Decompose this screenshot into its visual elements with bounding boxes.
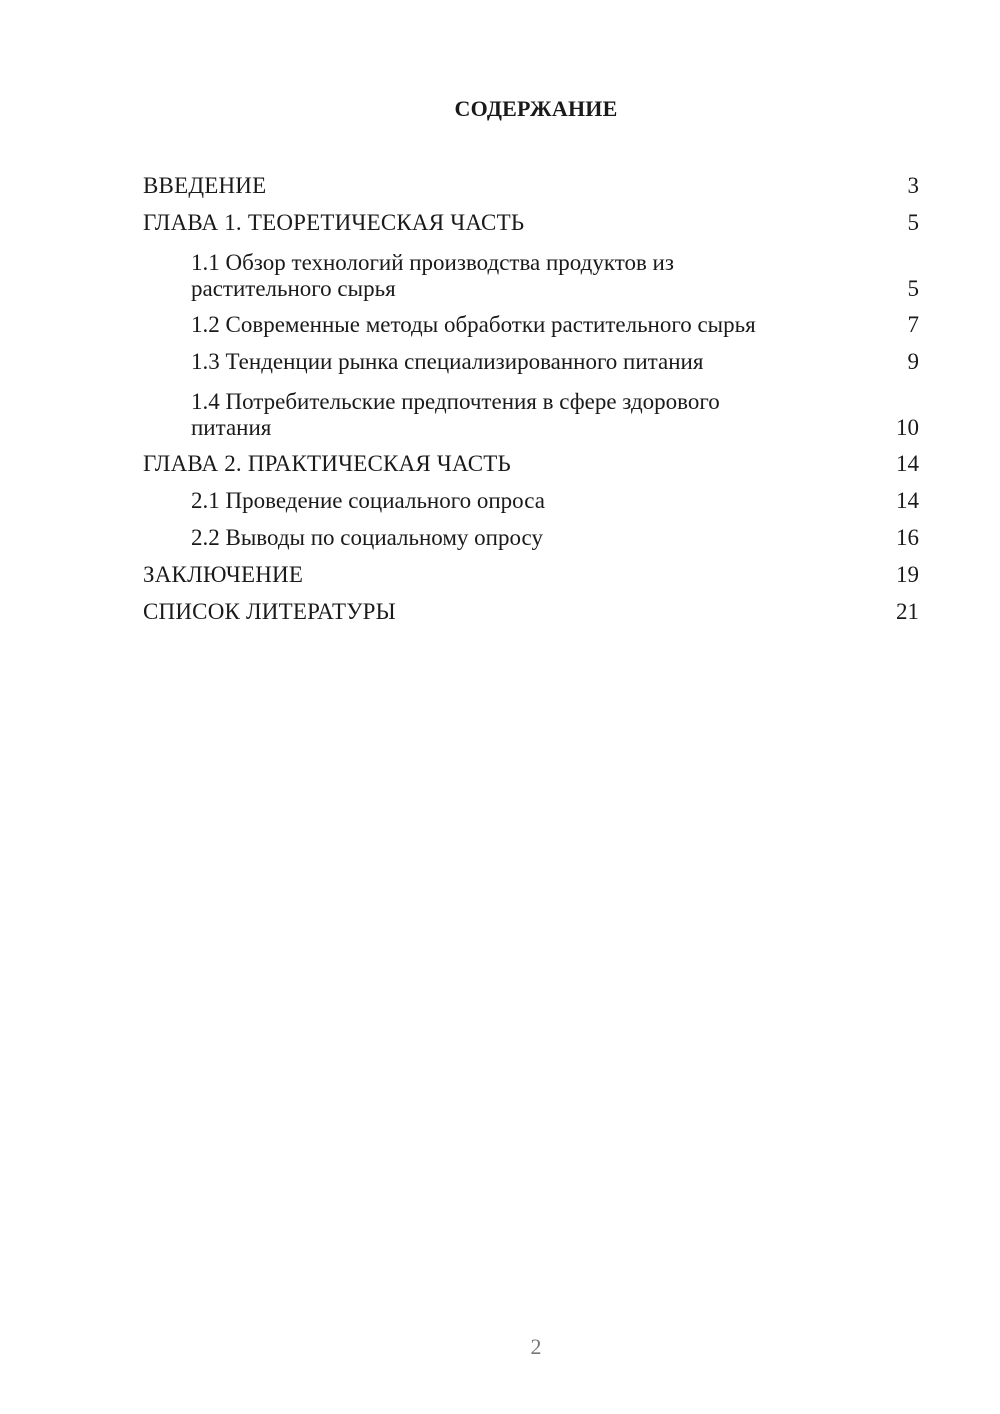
toc-entry-section-1-4[interactable] xyxy=(143,381,919,446)
toc-entry-introduction[interactable] xyxy=(143,168,919,205)
toc-entry-label: 2.1 Проведение социального опроса xyxy=(191,488,545,513)
toc-entry-page: 3 xyxy=(907,173,919,198)
toc-entry-label xyxy=(191,389,889,441)
toc-entry-label: СПИСОК ЛИТЕРАТУРЫ xyxy=(143,599,396,624)
toc-entry-page: 21 xyxy=(896,599,919,624)
toc-entry-section-1-1[interactable] xyxy=(143,242,919,307)
toc-entry-label: 1.2 Современные методы обработки растительного сырья xyxy=(191,312,756,337)
toc-entry-label-line-2: питания xyxy=(191,415,272,440)
toc-entry-page: 14 xyxy=(896,488,919,513)
toc-entry-page: 14 xyxy=(896,451,919,476)
toc-entry-section-2-2[interactable] xyxy=(143,520,919,557)
toc-title: СОДЕРЖАНИЕ xyxy=(454,96,618,121)
toc-entry-section-2-1[interactable] xyxy=(143,483,919,520)
toc-entry-label: ВВЕДЕНИЕ xyxy=(143,173,267,198)
toc-entry-conclusion[interactable] xyxy=(143,557,919,594)
toc-entry-label-line-1: 1.1 Обзор технологий производства продуктов из xyxy=(191,250,674,275)
table-of-contents xyxy=(143,168,919,631)
toc-entry-chapter-1[interactable] xyxy=(143,205,919,242)
toc-entry-page: 5 xyxy=(907,276,919,301)
toc-entry-label: ЗАКЛЮЧЕНИЕ xyxy=(143,562,304,587)
toc-entry-label: 1.3 Тенденции рынка специализированного питания xyxy=(191,349,704,374)
toc-entry-section-1-2[interactable] xyxy=(143,307,919,344)
toc-entry-chapter-2[interactable] xyxy=(143,446,919,483)
toc-entry-section-1-3[interactable] xyxy=(143,344,919,381)
toc-entry-label-line-2: растительного сырья xyxy=(191,276,396,301)
toc-entry-page: 7 xyxy=(907,312,919,337)
toc-entry-label: ГЛАВА 1. ТЕОРЕТИЧЕСКАЯ ЧАСТЬ xyxy=(143,210,525,235)
toc-entry-page: 5 xyxy=(907,210,919,235)
toc-entry-label xyxy=(191,250,889,302)
toc-entry-page: 19 xyxy=(896,562,919,587)
toc-entry-label: 2.2 Выводы по социальному опросу xyxy=(191,525,543,550)
page-number: 2 xyxy=(530,1334,542,1359)
toc-entry-label-line-1: 1.4 Потребительские предпочтения в сфере здорового xyxy=(191,389,720,414)
toc-entry-page: 10 xyxy=(896,415,919,440)
toc-entry-label: ГЛАВА 2. ПРАКТИЧЕСКАЯ ЧАСТЬ xyxy=(143,451,511,476)
toc-entry-page: 16 xyxy=(896,525,919,550)
toc-entry-page: 9 xyxy=(907,349,919,374)
toc-entry-references[interactable] xyxy=(143,594,919,631)
